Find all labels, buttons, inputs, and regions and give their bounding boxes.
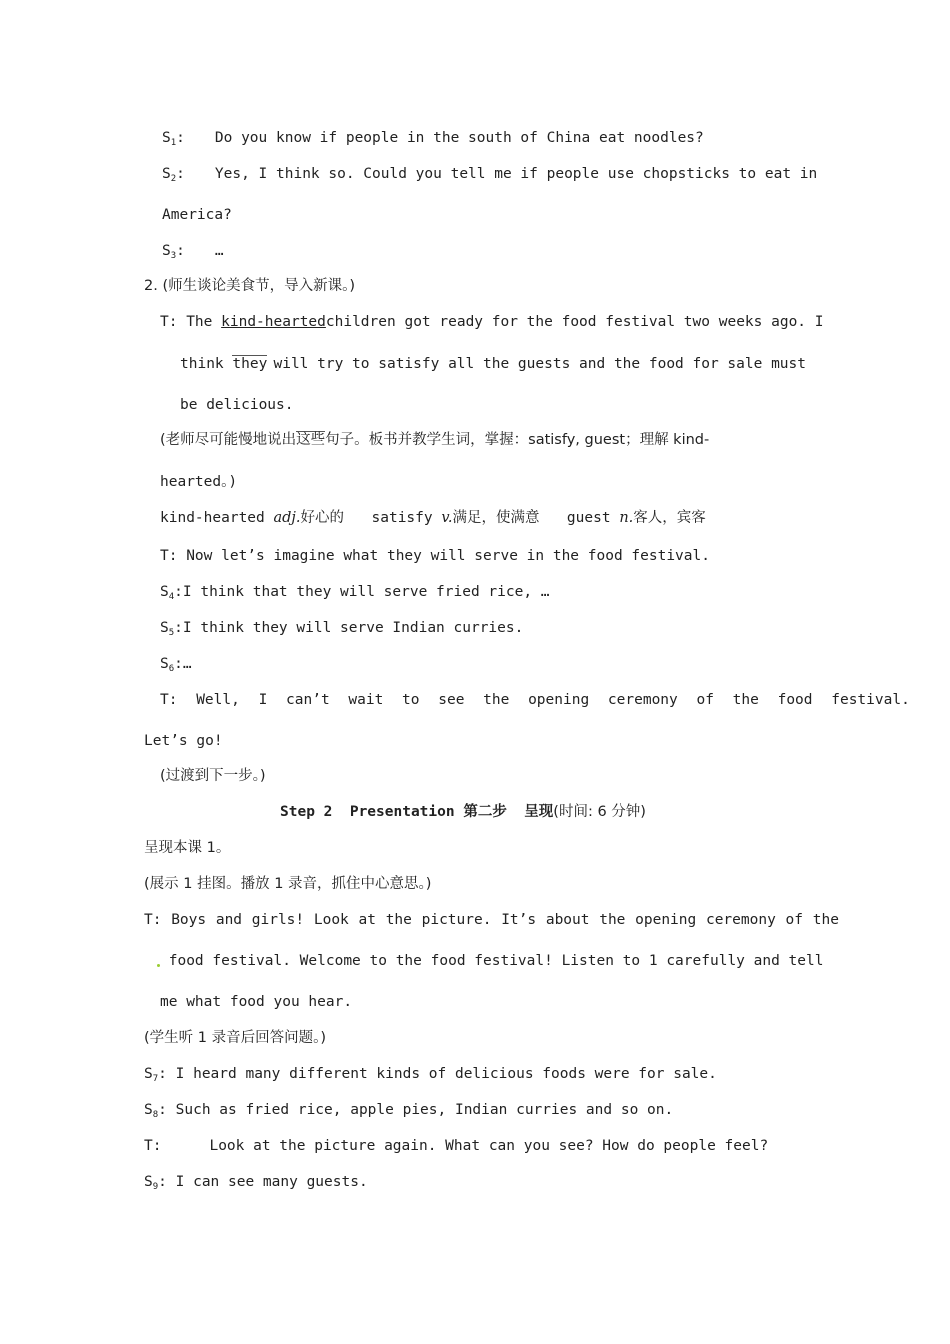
- speaker-label: $S_3$:: [162, 243, 185, 261]
- vocab-meaning-1: 好心的: [300, 510, 345, 526]
- speaker-label: T:: [144, 1138, 162, 1154]
- teacher-line-1-start: T: The kind-hearted: [160, 314, 326, 330]
- teacher-line-4: T: Boys and girls! Look at the picture. It’s about the opening ceremony of the: [144, 912, 839, 928]
- item-2-heading: 2. (师生谈论美食节，导入新课。): [144, 278, 356, 294]
- step-2-heading: [280, 802, 646, 822]
- line-text: …: [214, 243, 224, 259]
- line-text: I can see many guests.: [175, 1174, 368, 1190]
- underlined-word: kind-hearted: [221, 314, 326, 330]
- vocab-meaning-2: 满足，使满意: [452, 510, 540, 526]
- line-text: Look at the picture again. What can you see? How do people feel?: [209, 1138, 769, 1154]
- teacher-line-4-cont: food festival. Welcome to the food festival! Listen to 1 carefully and tell: [158, 951, 823, 971]
- vocab-pos-2: v.: [441, 510, 453, 526]
- vocab-pos-1: adj.: [273, 510, 301, 526]
- teacher-note-4: (学生听 1 录音后回答问题。): [144, 1030, 327, 1046]
- teacher-line-1-cont-start: think they: [180, 356, 268, 372]
- line-text: Yes, I think so. Could you tell me if people use chopsticks to eat in: [214, 166, 818, 182]
- vocab-word-1: kind-hearted: [160, 510, 265, 526]
- overlined-word: they: [232, 356, 268, 372]
- speaker-label: $S_9$:: [144, 1174, 167, 1192]
- line-text: I heard many different kinds of delicious foods were for sale.: [175, 1066, 717, 1082]
- vocab-word-3: guest: [566, 510, 611, 526]
- speaker-label: $S_2$:: [162, 166, 185, 184]
- teacher-line-5: [144, 1136, 768, 1156]
- dialogue-line-s9: [144, 1172, 368, 1197]
- dialogue-line-s4: [160, 582, 550, 607]
- teacher-note-1: (老师尽可能慢地说出这些句子。板书并教学生词，掌握：satisfy, guest；理解 kind-: [160, 432, 710, 448]
- teacher-line-3: T: Well, I can’t wait to see the opening ceremony of the food festival.: [160, 692, 910, 708]
- teacher-note-3: (展示 1 挂图。播放 1 录音，抓住中心意思。): [144, 876, 432, 892]
- teacher-line-1-rest: children got ready for the food festival two weeks ago. I: [325, 314, 824, 330]
- teacher-line-1-cont-rest: will try to satisfy all the guests and the food for sale must: [273, 356, 806, 372]
- line-text: …: [182, 656, 192, 672]
- teacher-line-1: [160, 312, 824, 332]
- speaker-label: $S_5$:: [160, 620, 183, 638]
- teacher-line-4-end: me what food you hear.: [160, 994, 353, 1010]
- speaker-label: $S_1$:: [162, 130, 185, 148]
- teacher-line-1-cont: [180, 354, 806, 374]
- teacher-note-1-cont: hearted。): [160, 474, 238, 490]
- dialogue-line-s2: [162, 164, 817, 189]
- speaker-label: $S_8$:: [144, 1102, 167, 1120]
- vocab-pos-3: n.: [619, 510, 634, 526]
- line-text: Such as fried rice, apple pies, Indian curries and so on.: [175, 1102, 674, 1118]
- green-mark-icon: [157, 964, 160, 967]
- overlined-phrase: 这些: [296, 432, 326, 448]
- speaker-label: $S_7$:: [144, 1066, 167, 1084]
- line-text: I think that they will serve fried rice, …: [182, 584, 550, 600]
- vocab-meaning-3: 客人，宾客: [633, 510, 706, 526]
- teacher-note-2: (过渡到下一步。): [160, 768, 266, 784]
- dialogue-line-s3: [162, 241, 224, 266]
- dialogue-line-s1: [162, 128, 704, 153]
- dialogue-line-s8: [144, 1100, 673, 1125]
- line-text: Do you know if people in the south of China eat noodles?: [214, 130, 704, 146]
- teacher-line-1-end: be delicious.: [180, 397, 294, 413]
- vocab-word-2: satisfy: [371, 510, 433, 526]
- dialogue-line-s2-continued: America?: [162, 207, 232, 223]
- step-2-title: Step 2 Presentation 第二步 呈现: [280, 804, 554, 820]
- teacher-line-2: T: Now let’s imagine what they will serve in the food festival.: [160, 548, 710, 564]
- dialogue-line-s6: [160, 654, 192, 679]
- step-2-time: (时间: 6 分钟): [553, 804, 646, 820]
- dialogue-line-s5: [160, 618, 523, 643]
- line-text: I think they will serve Indian curries.: [182, 620, 524, 636]
- speaker-label: $S_6$:: [160, 656, 183, 674]
- speaker-label: $S_4$:: [160, 584, 183, 602]
- presentation-instruction: 呈现本课 1。: [144, 840, 231, 856]
- dialogue-line-s7: [144, 1064, 717, 1089]
- vocabulary-line: [160, 508, 706, 528]
- teacher-line-3-cont: Let’s go!: [144, 733, 223, 749]
